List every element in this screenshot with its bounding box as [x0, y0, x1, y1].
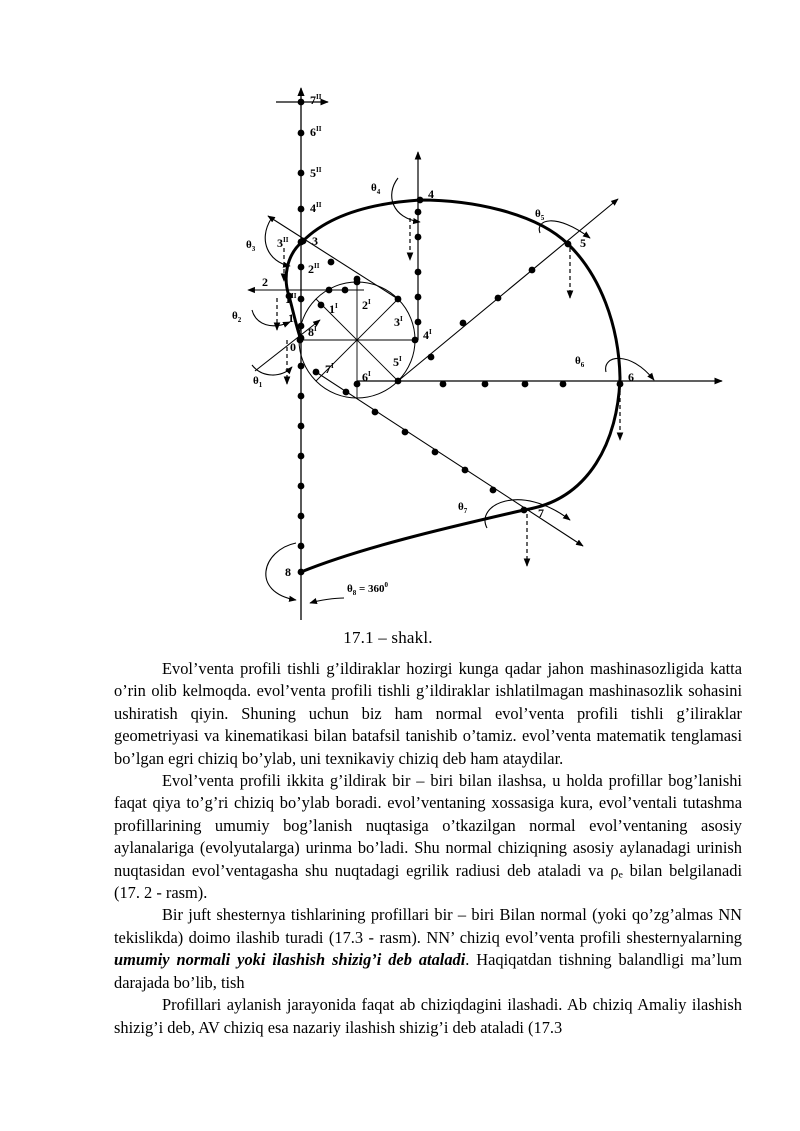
- theta-8: $\theta_8 = 360^0$: [347, 581, 389, 597]
- label-6-prime: $6^I$: [362, 370, 371, 384]
- construction-dot: [298, 453, 305, 460]
- construction-dot: [440, 381, 447, 388]
- construction-dot: [298, 513, 305, 520]
- construction-dot: [415, 234, 422, 241]
- label-2: 2: [262, 275, 268, 289]
- label-3: 3: [312, 234, 318, 248]
- construction-dot: [298, 206, 305, 213]
- construction-dot: [298, 264, 305, 271]
- construction-dot: [560, 381, 567, 388]
- theta-7: $\theta_7$: [458, 501, 468, 515]
- label-3-dprime: $3^{II}$: [277, 236, 289, 250]
- construction-dot: [298, 130, 305, 137]
- construction-dot: [298, 323, 305, 330]
- theta-4: $\theta_4$: [371, 182, 381, 196]
- construction-dot: [432, 449, 439, 456]
- construction-dot: [298, 170, 305, 177]
- construction-dot: [428, 354, 435, 361]
- construction-dot: [415, 319, 422, 326]
- theta-1: $\theta_1$: [253, 375, 263, 389]
- label-3-prime: $3^I$: [394, 315, 403, 329]
- construction-dot: [522, 381, 529, 388]
- construction-dot: [372, 409, 379, 416]
- construction-dot: [297, 337, 304, 344]
- construction-dot: [298, 569, 305, 576]
- label-4: 4: [428, 187, 434, 201]
- label-4-prime: $4^I$: [423, 328, 432, 342]
- construction-dot: [482, 381, 489, 388]
- label-8: 8: [285, 565, 291, 579]
- label-5-prime: $5^I$: [393, 355, 402, 369]
- construction-dot: [326, 287, 333, 294]
- construction-dot: [395, 296, 402, 303]
- label-4-dprime: $4^{II}$: [310, 201, 322, 215]
- construction-dot: [298, 483, 305, 490]
- construction-dot: [417, 197, 424, 204]
- construction-dot: [318, 302, 325, 309]
- construction-dot: [495, 295, 502, 302]
- construction-dot: [300, 238, 307, 245]
- construction-dot: [395, 378, 402, 385]
- theta-6: $\theta_6$: [575, 355, 585, 369]
- construction-dot: [460, 320, 467, 327]
- construction-dot: [415, 269, 422, 276]
- theta-5: $\theta_5$: [535, 208, 545, 222]
- label-2-dprime: $2^{II}$: [308, 262, 320, 276]
- paragraph-1: Evol’venta profili tishli g’ildiraklar hozirgi kunga qadar jahon mashinasozligida katta o’rin olib kelmoqda. evol’venta profili tishli g’ildiraklar ishlatilmagan mashinasozlik sohasini ushiratish qiyin. Shuning uchun biz ham normal evol’venta profili tishli g’iliraklar geometriyasi va kinematikasi bilan batafsil tanishib o’tamiz. evol’venta matematik tenglamasi bo’lgan egri chiziq bo’ylab, uni texnikaviy chiziq deb ham ataydilar.: [114, 659, 742, 768]
- label-6-dprime: $6^{II}$: [310, 125, 322, 139]
- construction-dot: [354, 279, 361, 286]
- label-1-dprime: $1^{II}$: [285, 292, 297, 306]
- construction-dot: [298, 393, 305, 400]
- construction-dot: [354, 381, 361, 388]
- construction-dots: [286, 99, 624, 576]
- construction-dot: [415, 209, 422, 216]
- paragraph-3-emphasis: umumiy normali yoki ilashish shizig’i deb ataladi: [114, 950, 466, 970]
- label-5-dprime: $5^{II}$: [310, 166, 322, 180]
- label-6: 6: [628, 370, 634, 384]
- paragraph-3-part-a: Bir juft shesternya tishlarining profillari bir – biri Bilan normal (yoki qo’zg’almas NN tekislikda) doimo ilashib turadi (17.3 - rasm). NN’ chiziq evol’venta profili shesternyalarning: [114, 905, 742, 947]
- dashed-normals: [277, 218, 620, 566]
- construction-dot: [402, 429, 409, 436]
- paragraph-3-part-b: . Haqiqatdan tishning balandligi ma’lum darajada bo’lib, tish: [114, 950, 742, 992]
- construction-dot: [328, 259, 335, 266]
- construction-dot: [415, 294, 422, 301]
- figure-caption-text: 17.1 – shakl.: [343, 628, 433, 647]
- paragraph-4: Profillari aylanish jarayonida faqat ab chiziqdagini ilashadi. Ab chiziq Amaliy ilashish shizig’i deb, AV chiziq esa nazariy ilashish shizig’i deb ataladi (17.3: [114, 995, 742, 1037]
- axis-labels: [277, 93, 322, 306]
- construction-dot: [342, 287, 349, 294]
- construction-dot: [298, 296, 305, 303]
- construction-dot: [521, 507, 528, 514]
- label-1: 1: [288, 311, 294, 325]
- construction-dot: [298, 543, 305, 550]
- construction-dot: [412, 337, 419, 344]
- label-7-prime: $7^I$: [325, 362, 334, 376]
- construction-dot: [343, 389, 350, 396]
- construction-dot: [298, 363, 305, 370]
- angle-labels: [232, 182, 585, 597]
- construction-dot: [462, 467, 469, 474]
- figure-caption: [0, 628, 800, 648]
- construction-dot: [298, 99, 305, 106]
- label-0: 0: [290, 340, 296, 354]
- label-7: 7: [538, 506, 544, 520]
- theta-3: $\theta_3$: [246, 239, 256, 253]
- label-7-dprime: $7^{II}$: [310, 93, 322, 107]
- label-5: 5: [580, 236, 586, 250]
- construction-dot: [298, 423, 305, 430]
- paragraph-2: Evol’venta profili ikkita g’ildirak bir – biri bilan ilashsa, u holda profillar bog’lanishi faqat qiya to’g’ri chiziq bo’ylab boradi. evol’ventaning xossasiga kura, evol’ventali tutashma profillarining umumiy bog’lanish nuqtasiga o’tkazilgan normal evol’ventaning asosiy aylanalariga (evolyutalarga) urinma bo’ladi. Shu normal chiziqning asosiy aylanadagi urinish nuqtasidan evol’ventagasha shu nuqtadagi egrilik radiusi deb ataladi va ρₑ bilan belgilanadi (17. 2 - rasm).: [114, 771, 742, 903]
- construction-dot: [529, 267, 536, 274]
- theta-2: $\theta_2$: [232, 310, 242, 324]
- label-2-prime: $2^I$: [362, 298, 371, 312]
- construction-dot: [313, 369, 320, 376]
- construction-dot: [490, 487, 497, 494]
- construction-dot: [617, 381, 624, 388]
- construction-dot: [565, 241, 572, 248]
- paragraph-3: [114, 904, 742, 994]
- label-8-prime: $8^I$: [308, 325, 317, 339]
- body-text: [114, 658, 742, 1039]
- label-1-prime: $1^I$: [329, 302, 338, 316]
